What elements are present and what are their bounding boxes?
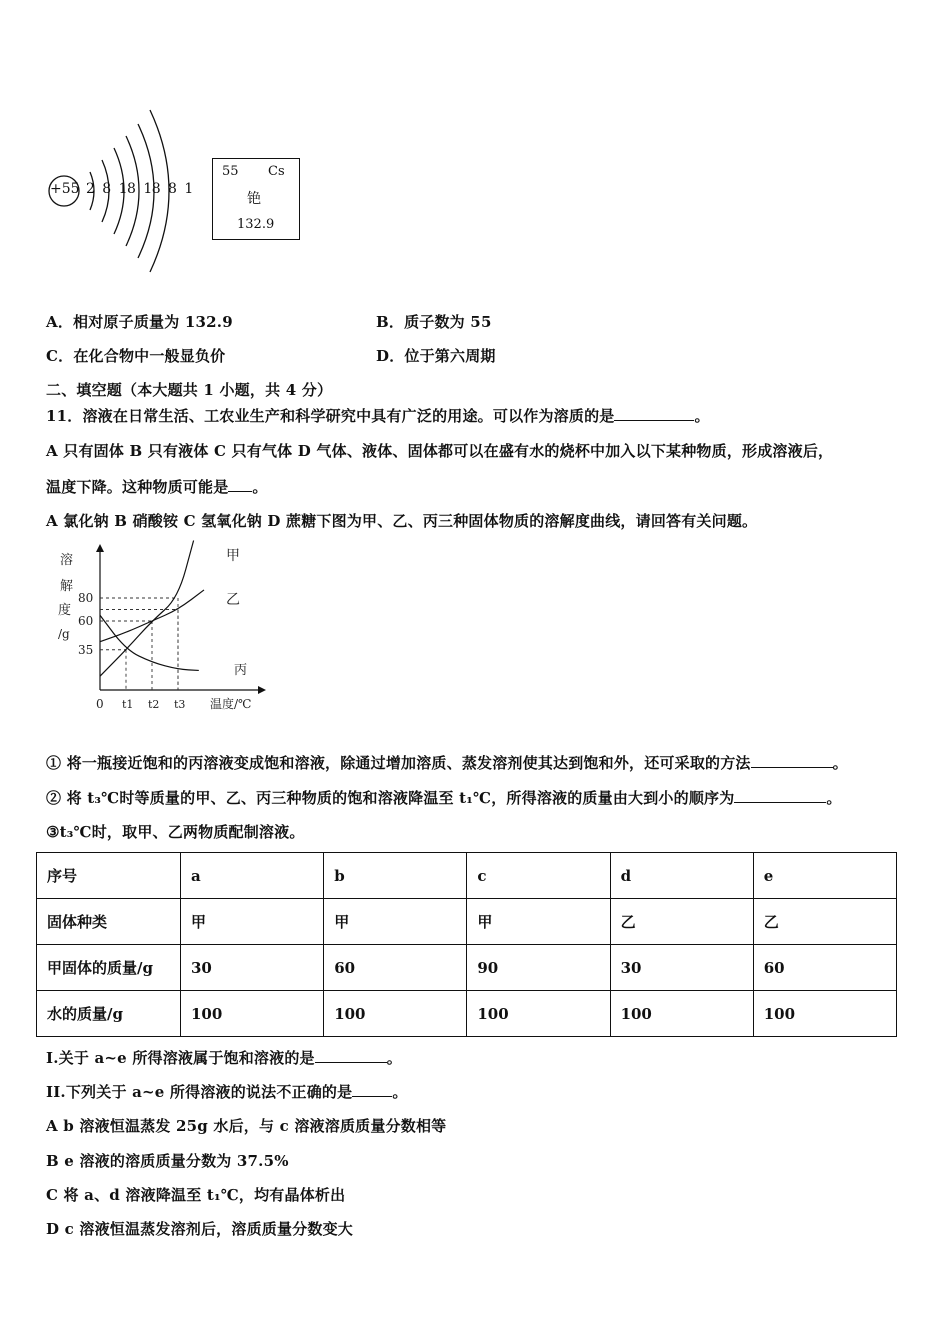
y-tick-label: 35 xyxy=(78,642,94,657)
choice-c: C 将 a、d 溶液降温至 t₁℃，均有晶体析出 xyxy=(46,1186,346,1204)
table-row xyxy=(37,991,897,1037)
y-tick-label: 80 xyxy=(78,591,94,605)
table-row xyxy=(37,853,897,899)
q11-stem xyxy=(46,405,710,426)
table-cell: c xyxy=(467,853,610,899)
question-ii-text: II.下列关于 a~e 所得溶液的说法不正确的是 xyxy=(46,1083,353,1101)
choice-a: A b 溶液恒温蒸发 25g 水后，与 c 溶液溶质质量分数相等 xyxy=(46,1117,447,1135)
x-tick-label: t2 xyxy=(148,698,160,711)
element-card xyxy=(212,158,300,240)
sub-question-2 xyxy=(46,787,842,808)
y-axis-label: 溶 xyxy=(60,553,74,568)
x-tick-label: 0 xyxy=(96,697,104,711)
answer-blank xyxy=(734,788,826,803)
option-b: B．质子数为 55 xyxy=(376,313,492,331)
atom-diagram xyxy=(44,100,193,280)
table-cell: 30 xyxy=(181,945,324,991)
q11-line4: A 氯化钠 B 硝酸铵 C 氢氧化钠 D 蔗糖下图为甲、乙、丙三种固体物质的溶解度曲线，请回答有关问题。 xyxy=(46,512,758,530)
series-label-yi: 乙 xyxy=(226,592,240,608)
table-cell: 100 xyxy=(181,991,324,1037)
table-cell: b xyxy=(324,853,467,899)
x-tick-label: t3 xyxy=(174,698,186,711)
sub-question-3: ③t₃℃时，取甲、乙两物质配制溶液。 xyxy=(46,823,305,841)
solubility-chart-svg xyxy=(40,540,270,715)
element-number: 55 xyxy=(222,164,239,179)
series-line-0 xyxy=(100,541,194,677)
period: 。 xyxy=(386,1049,402,1067)
sub-question-1-text: ① 将一瓶接近饱和的丙溶液变成饱和溶液，除通过增加溶质、蒸发溶剂使其达到饱和外，还可采取的方法 xyxy=(46,754,751,772)
table-cell: 100 xyxy=(753,991,896,1037)
option-a: A．相对原子质量为 132.9 xyxy=(46,313,233,331)
section-heading: 二、填空题（本大题共 1 小题，共 4 分） xyxy=(46,381,333,399)
period: 。 xyxy=(392,1083,408,1101)
element-name: 铯 xyxy=(247,191,261,207)
table-cell: 甲 xyxy=(467,899,610,945)
nucleus-charge: +55 xyxy=(50,181,80,197)
question-ii xyxy=(46,1081,408,1102)
element-mass: 132.9 xyxy=(237,217,275,232)
table-cell: 乙 xyxy=(753,899,896,945)
table-cell: 甲 xyxy=(181,899,324,945)
solution-table xyxy=(36,852,897,1037)
table-cell: 乙 xyxy=(610,899,753,945)
table-cell: a xyxy=(181,853,324,899)
q11-line3 xyxy=(46,476,268,497)
table-cell: d xyxy=(610,853,753,899)
table-row xyxy=(37,945,897,991)
y-axis-label: 解 xyxy=(60,579,74,594)
period: 。 xyxy=(826,789,842,807)
x-tick-label: t1 xyxy=(122,698,134,711)
table-cell: 固体种类 xyxy=(37,899,181,945)
period: 。 xyxy=(252,478,268,496)
sub-question-2-text: ② 将 t₃℃时等质量的甲、乙、丙三种物质的饱和溶液降温至 t₁℃，所得溶液的质量由大到小的顺序为 xyxy=(46,789,735,807)
period: 。 xyxy=(832,754,848,772)
table-cell: 60 xyxy=(753,945,896,991)
table-cell: 序号 xyxy=(37,853,181,899)
y-tick-label: 60 xyxy=(78,614,94,628)
table-cell: 60 xyxy=(324,945,467,991)
option-d: D．位于第六周期 xyxy=(376,347,496,365)
element-symbol: Cs xyxy=(268,164,285,179)
answer-blank xyxy=(315,1048,387,1063)
solubility-chart xyxy=(40,540,270,715)
choice-b: B e 溶液的溶质质量分数为 37.5% xyxy=(46,1152,289,1170)
x-axis-arrow xyxy=(258,686,266,694)
answer-blank xyxy=(751,753,833,768)
x-axis-label: 温度/℃ xyxy=(210,697,252,711)
series-label-jia: 甲 xyxy=(226,548,240,564)
series-label-bing: 丙 xyxy=(234,663,248,678)
shell-electrons: 2 8 18 18 8 1 xyxy=(86,181,193,197)
choice-d: D c 溶液恒温蒸发溶剂后，溶质质量分数变大 xyxy=(46,1220,353,1238)
table-cell: 30 xyxy=(610,945,753,991)
table-cell: 水的质量/g xyxy=(37,991,181,1037)
y-axis-label: /g xyxy=(58,627,70,641)
q11-line3-text: 温度下降。这种物质可能是 xyxy=(46,478,229,496)
table-cell: 甲固体的质量/g xyxy=(37,945,181,991)
option-c: C．在化合物中一般显负价 xyxy=(46,347,226,365)
y-axis-label: 度 xyxy=(58,603,72,618)
table-cell: 甲 xyxy=(324,899,467,945)
answer-blank xyxy=(352,1082,392,1097)
question-i-text: I.关于 a~e 所得溶液属于饱和溶液的是 xyxy=(46,1049,315,1067)
answer-blank xyxy=(614,406,694,421)
table-row xyxy=(37,899,897,945)
question-i xyxy=(46,1047,402,1068)
sub-question-1 xyxy=(46,752,848,773)
table-cell: 100 xyxy=(610,991,753,1037)
table-cell: 100 xyxy=(467,991,610,1037)
table-cell: 90 xyxy=(467,945,610,991)
y-axis-arrow xyxy=(96,544,104,552)
answer-blank xyxy=(228,477,252,492)
q11-line2: A 只有固体 B 只有液体 C 只有气体 D 气体、液体、固体都可以在盛有水的烧杯中加入以下某种物质，形成溶液后， xyxy=(46,442,834,460)
period: 。 xyxy=(694,407,710,425)
table-cell: e xyxy=(753,853,896,899)
q11-stem-text: 11．溶液在日常生活、工农业生产和科学研究中具有广泛的用途。可以作为溶质的是 xyxy=(46,407,615,425)
table-cell: 100 xyxy=(324,991,467,1037)
